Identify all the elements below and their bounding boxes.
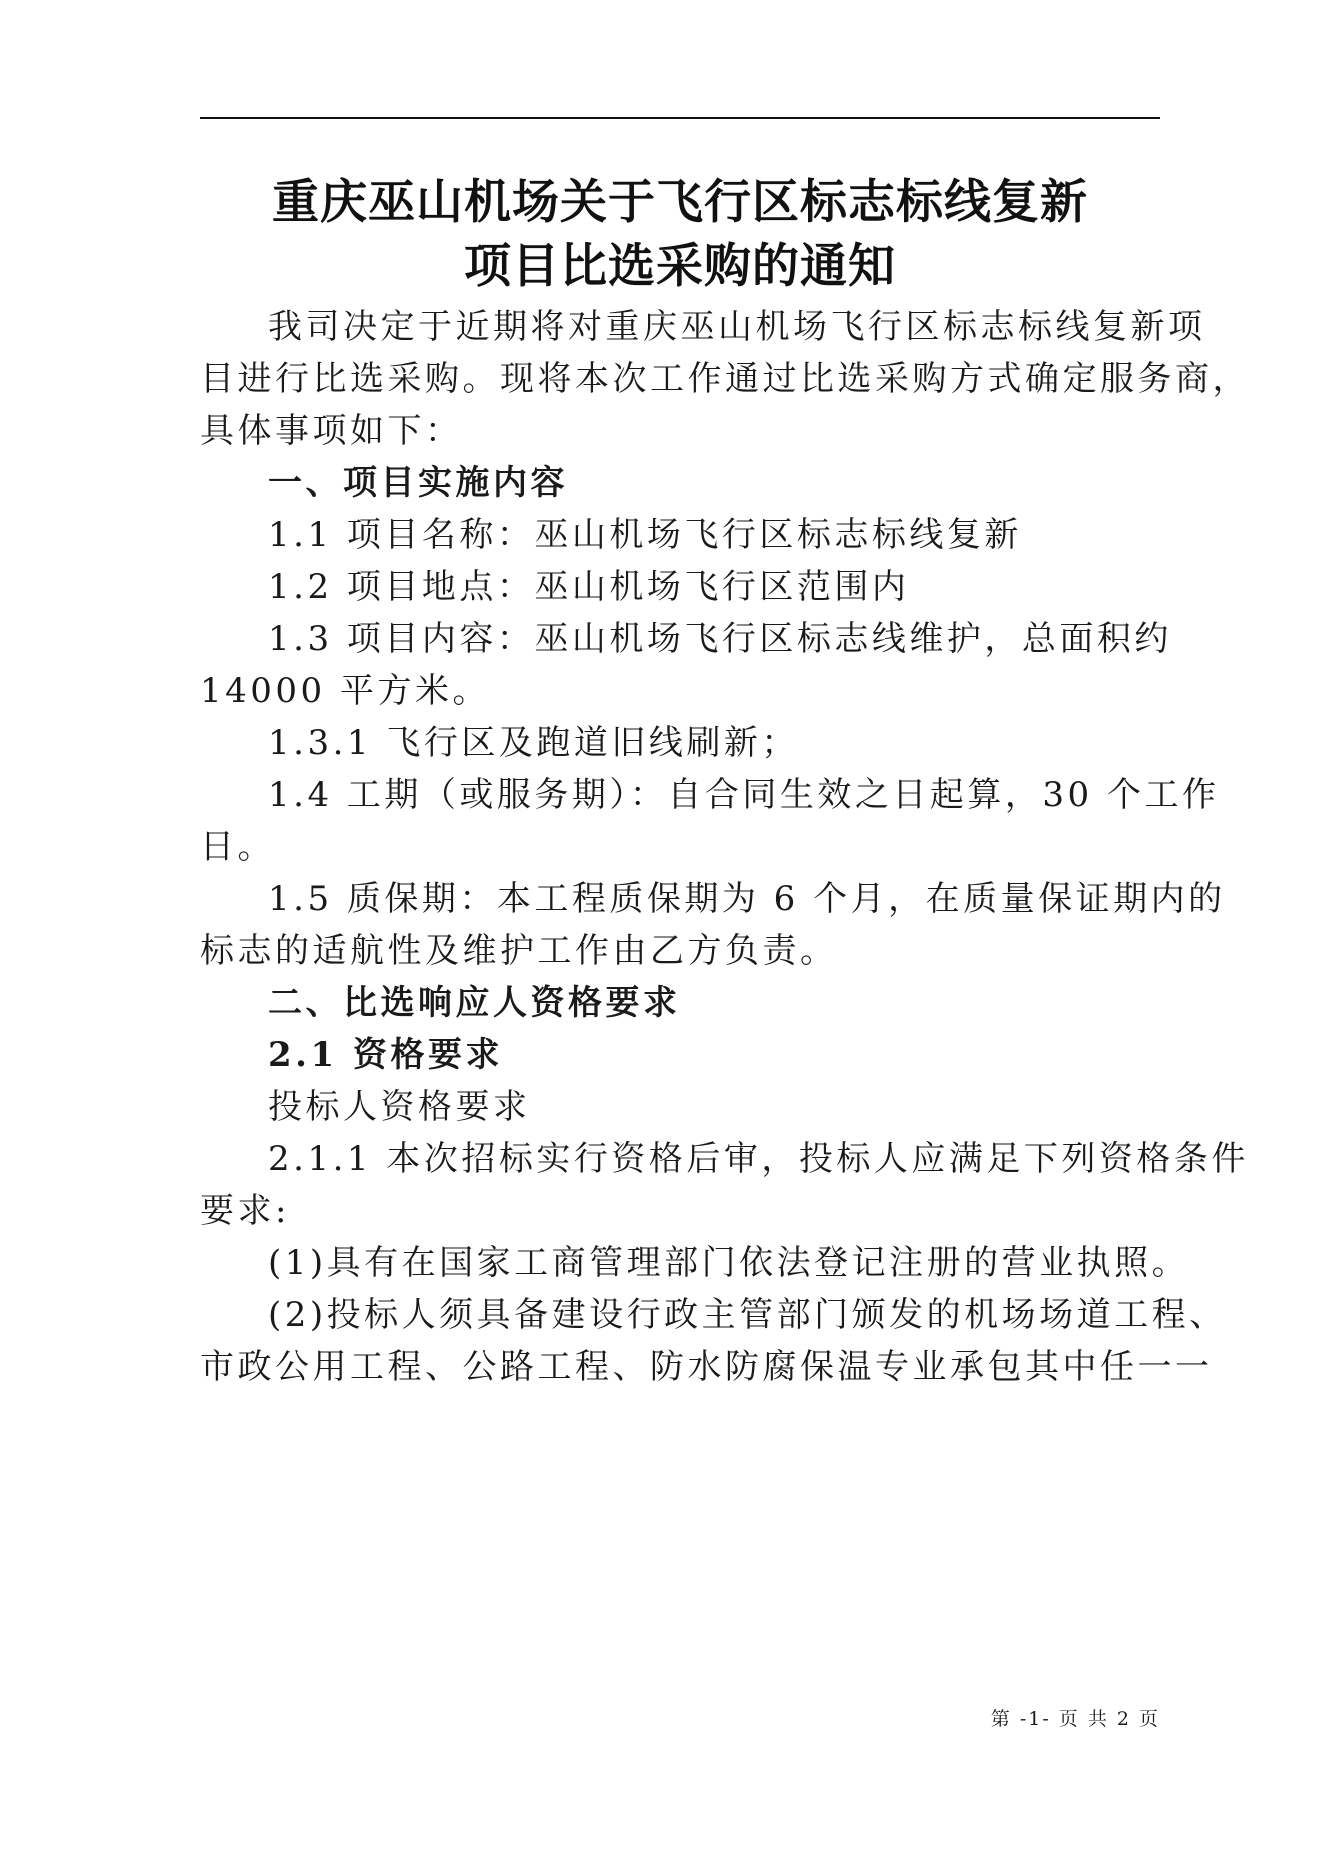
item-1-5-line-1: 1.5 质保期：本工程质保期为 6 个月，在质量保证期内的 — [268, 879, 1226, 919]
header-rule — [200, 117, 1160, 119]
document-title-line-2: 项目比选采购的通知 — [464, 239, 896, 294]
paragraph-intro-line-3: 具体事项如下： — [200, 411, 463, 451]
paragraph-intro-line-1: 我司决定于近期将对重庆巫山机场飞行区标志标线复新项 — [268, 307, 1206, 347]
item-1-5-line-2: 标志的适航性及维护工作由乙方负责。 — [200, 931, 838, 971]
requirement-2-line-1: (2)投标人须具备建设行政主管部门颁发的机场场道工程、 — [268, 1295, 1227, 1335]
requirement-1: (1)具有在国家工商管理部门依法登记注册的营业执照。 — [268, 1243, 1190, 1283]
paragraph-intro-line-2: 目进行比选采购。现将本次工作通过比选采购方式确定服务商， — [200, 359, 1250, 399]
item-2-1-1-line-1: 2.1.1 本次招标实行资格后审，投标人应满足下列资格条件 — [268, 1139, 1249, 1179]
section-heading-1: 一、项目实施内容 — [268, 463, 568, 503]
item-2-1-1-line-2: 要求: — [200, 1191, 290, 1231]
item-1-4-line-2: 日。 — [200, 827, 275, 867]
bidder-requirements-label: 投标人资格要求 — [268, 1087, 531, 1127]
item-1-3-line-2: 14000 平方米。 — [200, 671, 490, 711]
item-1-2: 1.2 项目地点：巫山机场飞行区范围内 — [268, 567, 910, 607]
item-1-1: 1.1 项目名称：巫山机场飞行区标志标线复新 — [268, 515, 1022, 555]
item-1-3-line-1: 1.3 项目内容：巫山机场飞行区标志线维护，总面积约 — [268, 619, 1172, 659]
section-heading-2: 二、比选响应人资格要求 — [268, 983, 681, 1023]
item-1-4-line-1: 1.4 工期（或服务期）：自合同生效之日起算，30 个工作 — [268, 775, 1220, 815]
document-title-line-1: 重庆巫山机场关于飞行区标志标线复新 — [272, 175, 1088, 230]
item-1-3-1: 1.3.1 飞行区及跑道旧线刷新； — [268, 723, 799, 763]
subsection-heading-2-1: 2.1 资格要求 — [268, 1035, 503, 1075]
requirement-2-line-2: 市政公用工程、公路工程、防水防腐保温专业承包其中任一一 — [200, 1347, 1213, 1387]
page-number-footer: 第 -1- 页 共 2 页 — [990, 1708, 1160, 1730]
